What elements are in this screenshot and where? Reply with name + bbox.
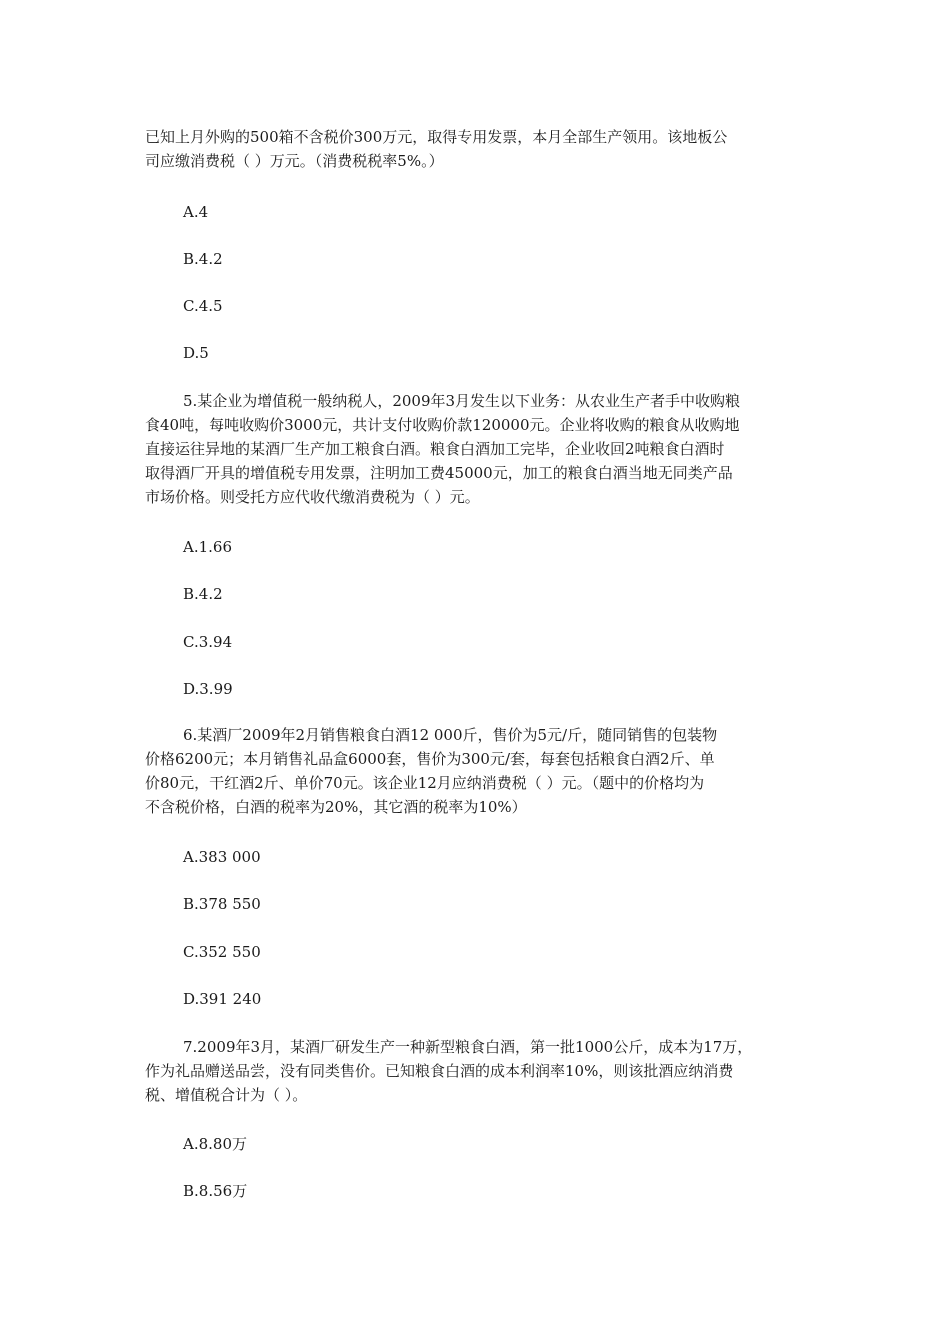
question-4-stem	[145, 125, 813, 173]
question-7-option-a: A.8.80万	[183, 1135, 247, 1153]
question-4-option-a: A.4	[183, 203, 209, 221]
text-line: 不含税价格，白酒的税率为20%，其它酒的税率为10%）	[145, 798, 527, 816]
question-6-option-b: B.378 550	[183, 895, 261, 913]
question-5-option-d: D.3.99	[183, 680, 233, 698]
text-line: 税、增值税合计为（ ）。	[145, 1086, 308, 1104]
text-line: 价格6200元；本月销售礼品盒6000套，售价为300元/套，每套包括粮食白酒2斤、单	[145, 750, 715, 768]
text-line: 已知上月外购的500箱不含税价300万元，取得专用发票，本月全部生产领用。该地板公	[145, 128, 728, 146]
text-line: 作为礼品赠送品尝，没有同类售价。已知粮食白酒的成本利润率10%，则该批酒应纳消费	[145, 1062, 734, 1080]
question-5-option-c: C.3.94	[183, 633, 233, 651]
question-5-option-a: A.1.66	[183, 538, 232, 556]
text-line: 直接运往异地的某酒厂生产加工粮食白酒。粮食白酒加工完毕，企业收回2吨粮食白酒时	[145, 440, 725, 458]
text-line: 食40吨，每吨收购价3000元，共计支付收购价款120000元。企业将收购的粮食从收购地	[145, 416, 740, 434]
text-line: 5.某企业为增值税一般纳税人，2009年3月发生以下业务：从农业生产者手中收购粮	[183, 392, 741, 410]
question-4-option-c: C.4.5	[183, 297, 223, 315]
text-line: 6.某酒厂2009年2月销售粮食白酒12 000斤，售价为5元/斤，随同销售的包装物	[183, 726, 718, 744]
question-5-stem	[145, 389, 813, 509]
question-7-stem	[145, 1035, 813, 1107]
question-6-option-a: A.383 000	[183, 848, 261, 866]
text-line: 市场价格。则受托方应代收代缴消费税为（ ）元。	[145, 488, 480, 506]
question-5-option-b: B.4.2	[183, 585, 223, 603]
question-6-stem	[145, 723, 813, 819]
question-7-option-b: B.8.56万	[183, 1182, 248, 1200]
question-6-option-d: D.391 240	[183, 990, 262, 1008]
text-line: 7.2009年3月，某酒厂研发生产一种新型粮食白酒，第一批1000公斤，成本为17万，	[183, 1038, 753, 1056]
text-line: 取得酒厂开具的增值税专用发票，注明加工费45000元，加工的粮食白酒当地无同类产品	[145, 464, 733, 482]
text-line: 司应缴消费税（ ）万元。（消费税税率5%。）	[145, 152, 444, 170]
question-6-option-c: C.352 550	[183, 943, 261, 961]
question-4-option-b: B.4.2	[183, 250, 223, 268]
text-line: 价80元，干红酒2斤、单价70元。该企业12月应纳消费税（ ）元。（题中的价格均为	[145, 774, 705, 792]
question-4-option-d: D.5	[183, 344, 209, 362]
